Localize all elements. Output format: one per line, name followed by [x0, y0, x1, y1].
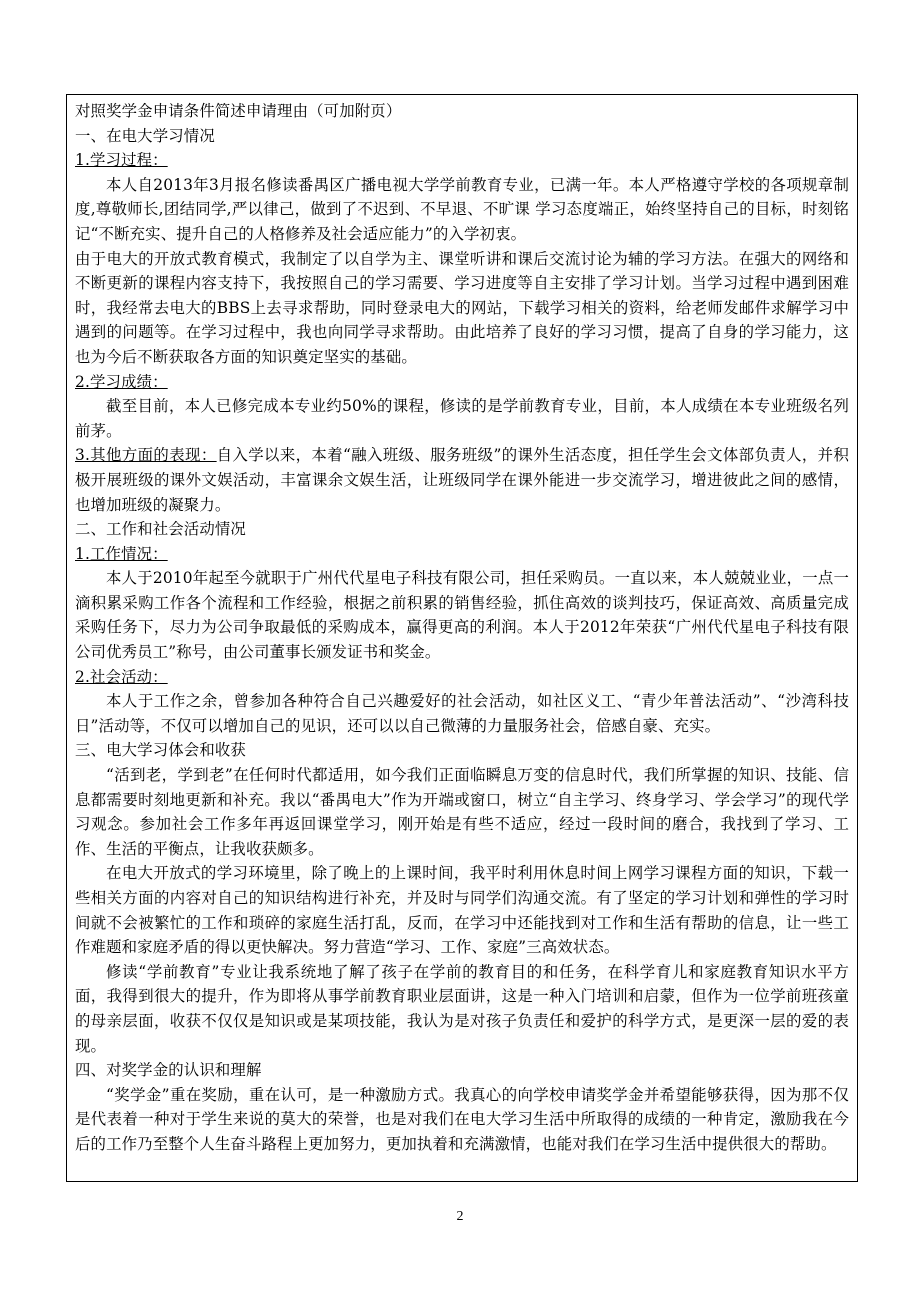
study-results-label: 2.学习成绩： — [75, 372, 168, 391]
social-activity-label: 2.社会活动： — [75, 667, 168, 686]
social-activity-paragraph: 本人于工作之余，曾参加各种符合自己兴趣爱好的社会活动，如社区义工、“青少年普法活动”、“沙湾科技日”活动等，不仅可以增加自己的见识，还可以以自己微薄的力量服务社会，倍感自豪、充实。 — [75, 692, 849, 735]
study-results-paragraph: 截至目前，本人已修完成本专业约50%的课程，修读的是学前教育专业，目前，本人成绩在本专业班级名列前茅。 — [75, 397, 849, 440]
experience-paragraph-3: 修读“学前教育”专业让我系统地了解了孩子在学前的教育目的和任务，在科学育儿和家庭教育知识水平方面，我得到很大的提升，作为即将从事学前教育职业层面讲，这是一种入门培训和启蒙，但作为一位学前班孩童的母亲层面，收获不仅仅是知识或是某项技能，我认为是对孩子负责任和爱护的科学方式，是更深一层的爱的表现。 — [75, 962, 849, 1055]
study-process-label: 1.学习过程： — [75, 151, 168, 170]
study-process-paragraph-1: 本人自2013年3月报名修读番禺区广播电视大学学前教育专业，已满一年。本人严格遵守学校的各项规章制度,尊敬师长,团结同学,严以律己，做到了不迟到、不早退、不旷课 学习态度端正，始终坚持自己的目标，时刻铭记“不断充实、提升自己的人格修养及社会适应能力”的入学初衷。 — [75, 175, 849, 243]
application-reason-box — [66, 94, 858, 1182]
experience-paragraph-2: 在电大开放式的学习环境里，除了晚上的上课时间，我平时利用休息时间上网学习课程方面的知识，下载一些相关方面的内容对自己的知识结构进行补充，并及时与同学们沟通交流。有了坚定的学习计划和弹性的学习时间就不会被繁忙的工作和琐碎的家庭生活打乱，反而，在学习中还能找到对工作和生活有帮助的信息，让一些工作难题和家庭矛盾的得以更快解决。努力营造“学习、工作、家庭”三高效状态。 — [75, 864, 849, 957]
scholarship-paragraph: “奖学金”重在奖励，重在认可，是一种激励方式。我真心的向学校申请奖学金并希望能够获得，因为那不仅是代表着一种对于学生来说的莫大的荣誉，也是对我们在电大学习生活中所取得的成绩的一种肯定，激励我在今后的工作乃至整个人生奋斗路程上更加努力，更加执着和充满激情，也能对我们在学习生活中提供很大的帮助。 — [75, 1085, 849, 1153]
other-performance-text: 自入学以来，本着“融入班级、服务班级”的课外生活态度，担任学生会文体部负责人，并积极开展班级的课外文娱活动，丰富课余文娱生活，让班级同学在课外能进一步交流学习，增进彼此之间的感情，也增加班级的凝聚力。 — [75, 446, 850, 514]
work-paragraph: 本人于2010年起至今就职于广州代代星电子科技有限公司，担任采购员。一直以来，本人兢兢业业，一点一滴积累采购工作各个流程和工作经验，根据之前积累的销售经验，抓住高效的谈判技巧，保证高效、高质量完成采购任务下，尽力为公司争取最低的采购成本，赢得更高的利润。本人于2012年荣获“广州代代星电子科技有限公司优秀员工”称号，由公司董事长颁发证书和奖金。 — [75, 569, 849, 662]
section-1-title: 一、在电大学习情况 — [75, 126, 215, 145]
page-number: 2 — [456, 1209, 464, 1224]
work-label: 1.工作情况： — [75, 544, 168, 563]
section-3-title: 三、电大学习体会和收获 — [75, 741, 246, 760]
other-performance-paragraph — [75, 443, 849, 517]
box-header: 对照奖学金申请条件简述申请理由（可加附页） — [75, 102, 402, 120]
experience-paragraph-1: “活到老，学到老”在任何时代都适用，如今我们正面临瞬息万变的信息时代，我们所掌握的知识、技能、信息都需要时刻地更新和补充。我以“番禺电大”作为开端或窗口，树立“自主学习、终身学习、学会学习”的现代学习观念。参加社会工作多年再返回课堂学习，刚开始是有些不适应，经过一段时间的磨合，我找到了学习、工作、生活的平衡点，让我收获颇多。 — [75, 766, 849, 858]
section-2-title: 二、工作和社会活动情况 — [75, 520, 246, 539]
section-4-title: 四、对奖学金的认识和理解 — [75, 1061, 262, 1080]
study-process-paragraph-2: 由于电大的开放式教育模式，我制定了以自学为主、课堂听讲和课后交流讨论为辅的学习方法。在强大的网络和不断更新的课程内容支持下，我按照自己的学习需要、学习进度等自主安排了学习计划。当学习过程中遇到困难时，我经常去电大的BBS上去寻求帮助，同时登录电大的网站，下载学习相关的资料，给老师发邮件求解学习中遇到的问题等。在学习过程中，我也向同学寻求帮助。由此培养了良好的学习习惯，提高了自身的学习能力，这也为今后不断获取各方面的知识奠定坚实的基础。 — [75, 249, 849, 366]
other-performance-label: 3.其他方面的表现： — [75, 446, 217, 465]
